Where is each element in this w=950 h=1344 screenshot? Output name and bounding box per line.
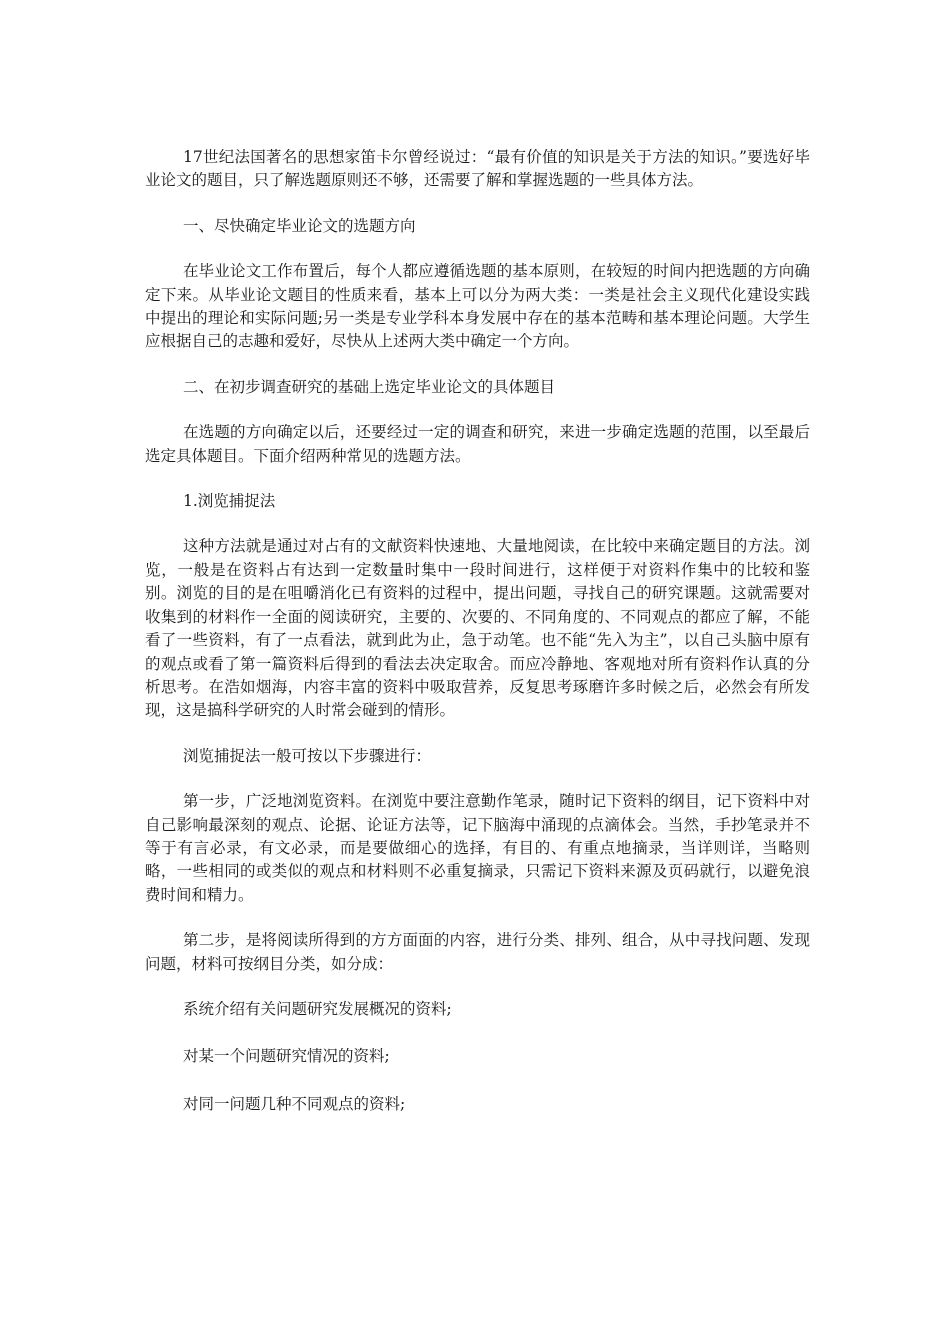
browse-method-paragraph: 这种方法就是通过对占有的文献资料快速地、大量地阅读，在比较中来确定题目的方法。浏览，一般是在资料占有达到一定数量时集中一段时间进行，这样便于对资料作集中的比较和鉴别。浏览的目的是在咀嚼消化已有资料的过程中，提出问题，寻找自己的研究课题。这就需要对收集到的材料作一全面的阅读研究，主要的、次要的、不同角度的、不同观点的都应了解，不能看了一些资料，有了一点看法，就到此为止，急于动笔。也不能“先入为主”，以自己头脑中原有的观点或看了第一篇资料后得到的看法去决定取舍。而应冷静地、客观地对所有资料作认真的分析思考。在浩如烟海，内容丰富的资料中吸取营养，反复思考琢磨许多时候之后，必然会有所发现，这是搞科学研究的人时常会碰到的情形。: [145, 537, 810, 720]
step-2-paragraph: 第二步，是将阅读所得到的方方面面的内容，进行分类、排列、组合，从中寻找问题、发现问题，材料可按纲目分类，如分成：: [145, 931, 810, 973]
section-heading-2: 二、在初步调查研究的基础上选定毕业论文的具体题目: [183, 377, 556, 396]
section-heading-1: 一、尽快确定毕业论文的选题方向: [183, 216, 416, 235]
step-1-paragraph: 第一步，广泛地浏览资料。在浏览中要注意勤作笔录，随时记下资料的纲目，记下资料中对自己影响最深刻的观点、论据、论证方法等，记下脑海中涌现的点滴体会。当然，手抄笔录并不等于有言必录，有文必录，而是要做细心的选择，有目的、有重点地摘录，当详则详，当略则略，一些相同的或类似的观点和材料则不必重复摘录，只需记下资料来源及页码就行，以避免浪费时间和精力。: [145, 792, 810, 904]
list-item: 对同一问题几种不同观点的资料;: [183, 1094, 406, 1113]
intro-paragraph: 17世纪法国著名的思想家笛卡尔曾经说过：“最有价值的知识是关于方法的知识。”要选好毕业论文的题目，只了解选题原则还不够，还需要了解和掌握选题的一些具体方法。: [145, 148, 810, 190]
document-body: [145, 146, 810, 1140]
list-item: 对某一个问题研究情况的资料;: [183, 1047, 390, 1066]
section-2-paragraph: 在选题的方向确定以后，还要经过一定的调查和研究，来进一步确定选题的范围，以至最后选定具体题目。下面介绍两种常见的选题方法。: [145, 423, 810, 465]
list-item: 系统介绍有关问题研究发展概况的资料;: [183, 999, 452, 1018]
subsection-heading-browse-method: 1.浏览捕捉法: [183, 492, 276, 511]
steps-intro-paragraph: 浏览捕捉法一般可按以下步骤进行：: [183, 746, 432, 765]
section-1-paragraph: 在毕业论文工作布置后，每个人都应遵循选题的基本原则，在较短的时间内把选题的方向确定下来。从毕业论文题目的性质来看，基本上可以分为两大类：一类是社会主义现代化建设实践中提出的理论和实际问题;另一类是专业学科本身发展中存在的基本范畴和基本理论问题。大学生应根据自己的志趣和爱好，尽快从上述两大类中确定一个方向。: [145, 262, 810, 351]
